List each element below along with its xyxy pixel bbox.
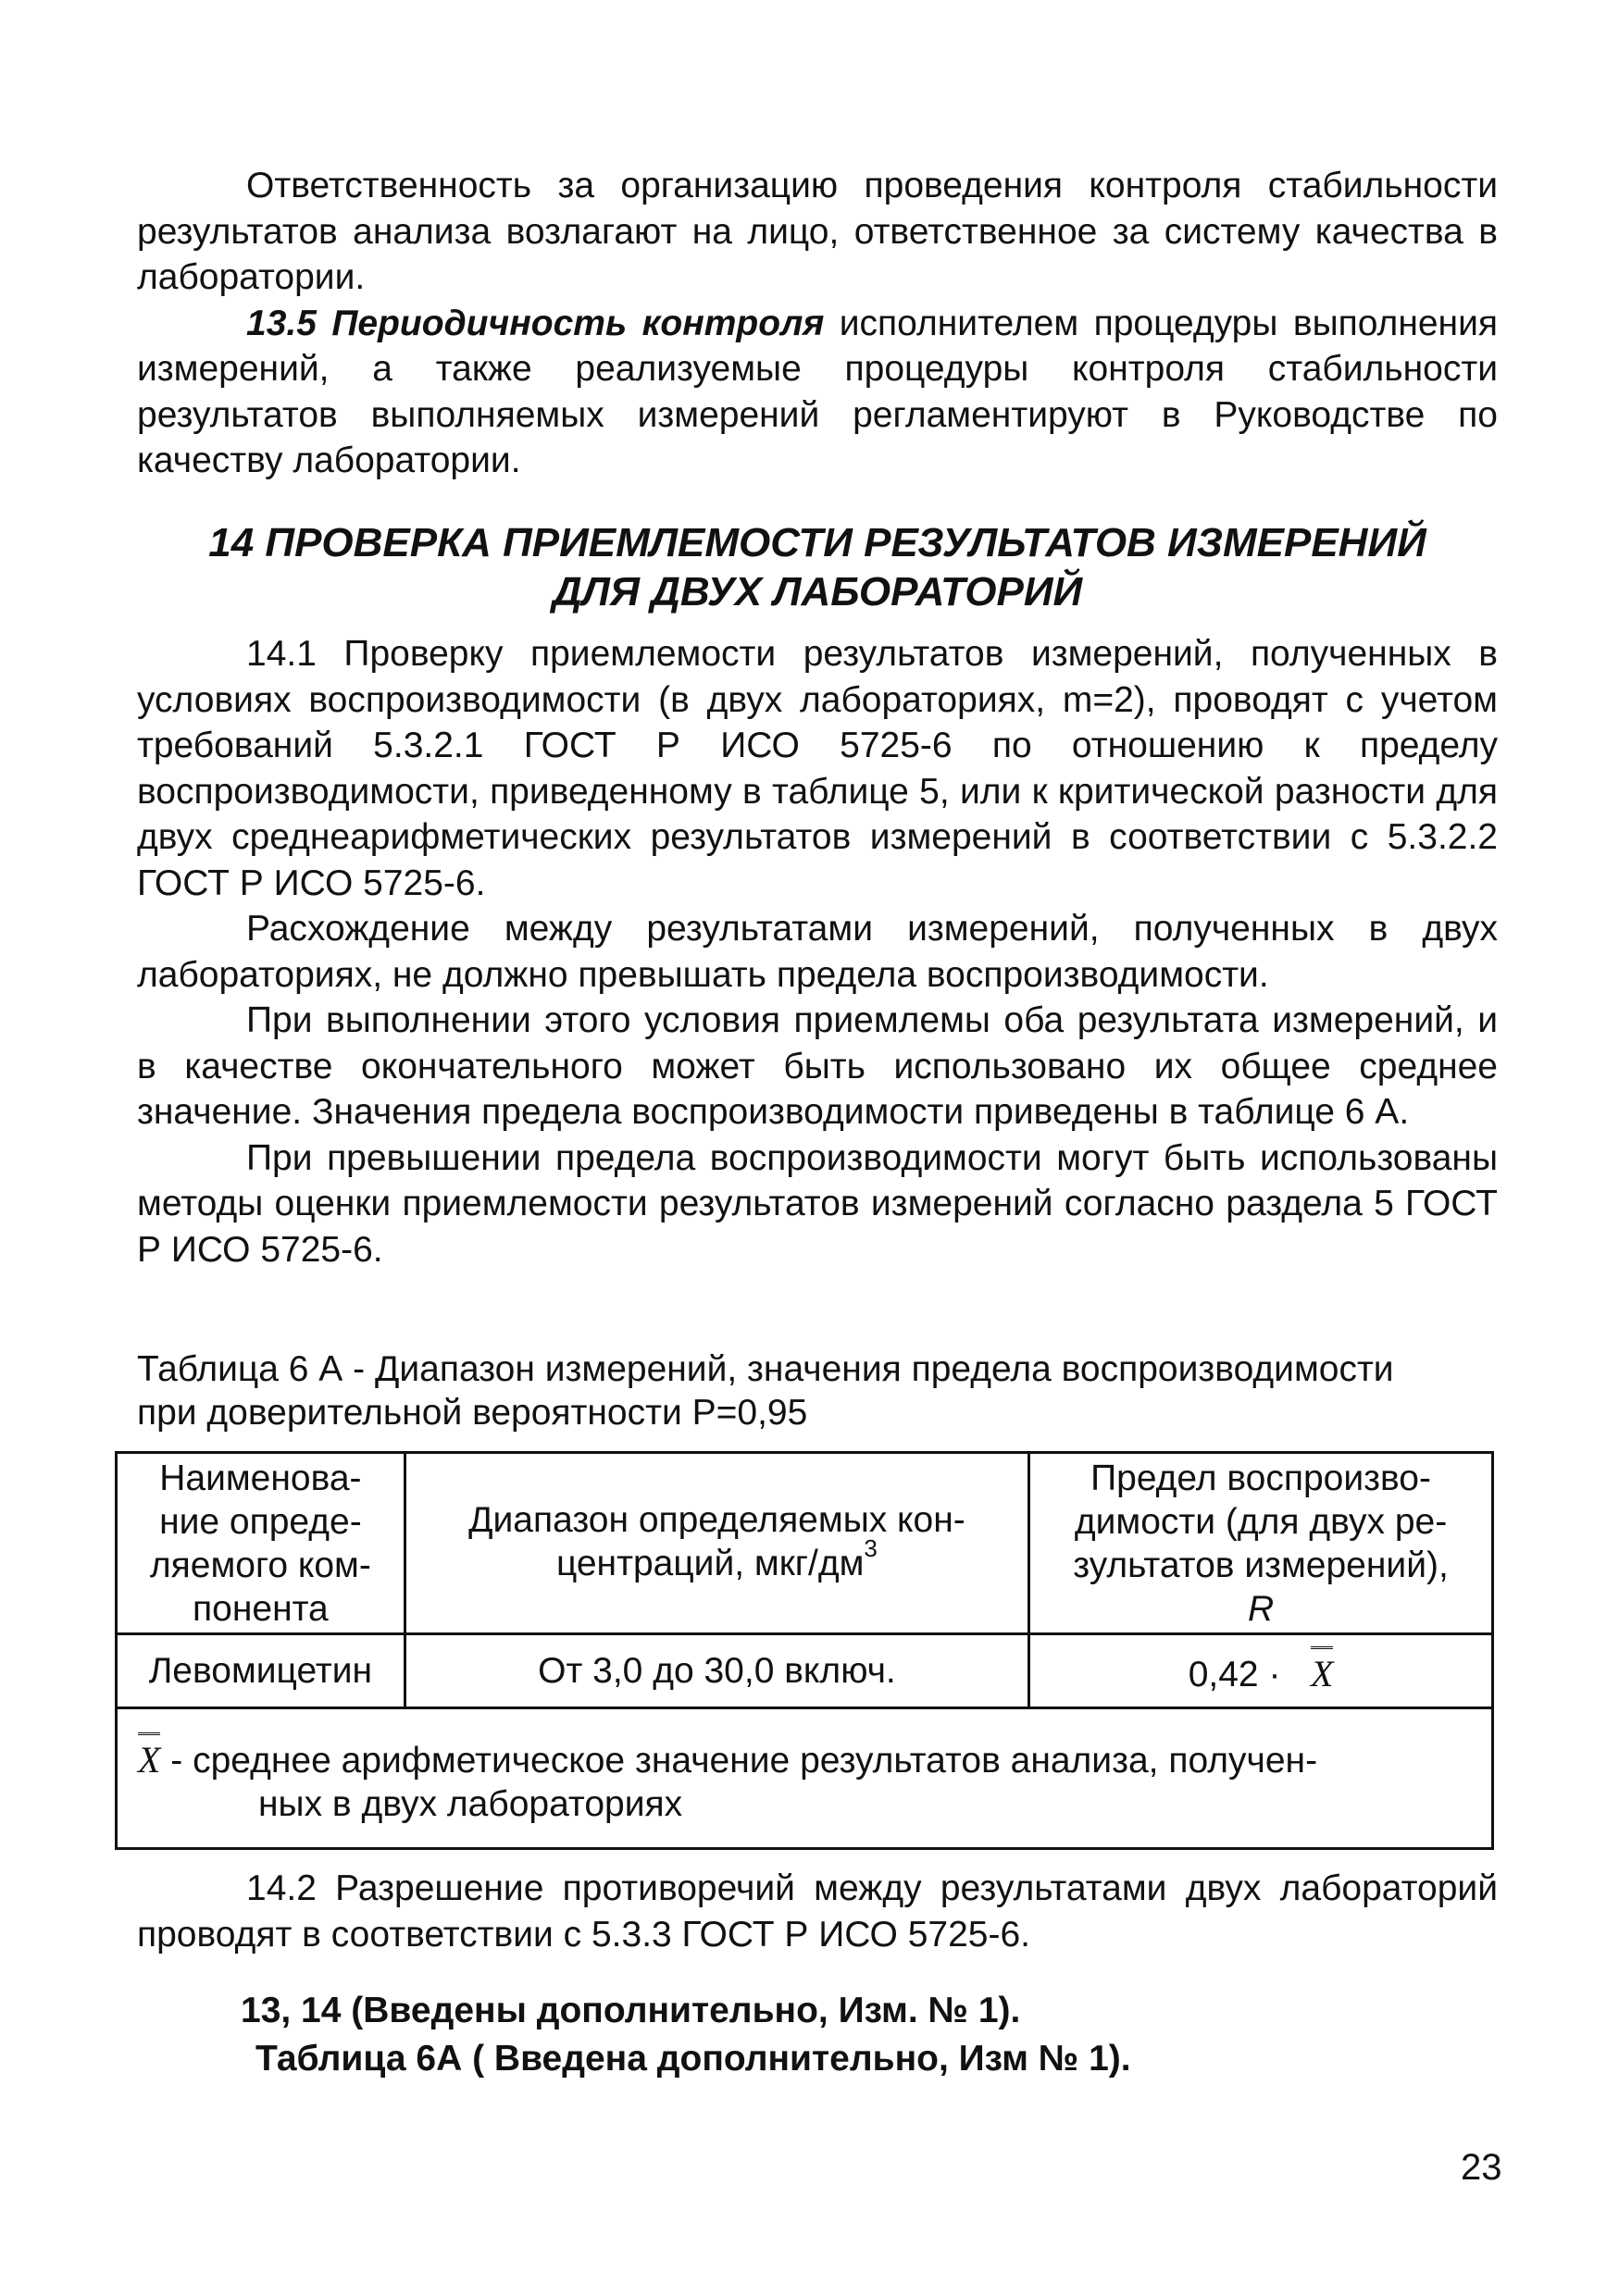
section-14-heading (137, 518, 1498, 616)
header-component: Наименова- ние опреде- ляемого ком- понента (117, 1453, 405, 1634)
reproducibility-table (115, 1451, 1494, 1850)
page-number: 23 (1461, 2147, 1502, 2188)
paragraph-14-2: 14.2 Разрешение противоречий между результатами двух лабораторий проводят в соответствии с 5.3.3 ГОСТ Р ИСО 5725-6. (137, 1868, 1498, 1955)
section-heading-line2: ДЛЯ ДВУХ ЛАБОРАТОРИЙ (552, 569, 1083, 614)
clause-13-5-title: 13.5 Периодичность контроля (246, 303, 825, 343)
table-row (117, 1634, 1493, 1708)
paragraph-acceptance: При выполнении этого условия приемлемы оба результата измерений, и в качестве окончательного может быть использовано их общее среднее значение. Значения предела воспроизводимости приведены в таблице 6 А. (137, 1000, 1498, 1132)
header-range: Диапазон определяемых кон- центраций, мкг/$дм^3$ (405, 1453, 1028, 1634)
cell-limit: 0,42 · X (1029, 1634, 1493, 1708)
x-double-bar-symbol: X (138, 1732, 160, 1778)
paragraph-responsibility: Ответственность за организацию проведения контроля стабильности результатов анализа возлагают на лицо, ответственное за систему качества в лаборатории. (137, 166, 1498, 297)
paragraph-exceeding: При превышении предела воспроизводимости могут быть использованы методы оценки приемлемости результатов измерений согласно раздела 5 ГОСТ Р ИСО 5725-6. (137, 1137, 1498, 1270)
table-caption-line2: при доверительной вероятности P=0,95 (137, 1393, 808, 1433)
note-line1: - среднее арифметическое значение результатов анализа, получен- (160, 1741, 1318, 1781)
intro-text (137, 163, 1498, 484)
amendment-note-2: Таблица 6А ( Введена дополнительно, Изм № 1). (255, 2039, 1131, 2079)
table-caption-line1: Таблица 6 А - Диапазон измерений, значения предела воспроизводимости (137, 1349, 1394, 1389)
x-double-bar-symbol: X (1311, 1646, 1333, 1692)
table-note (117, 1708, 1493, 1849)
clause-13-5-text: исполнителем процедуры выполнения измерений, а также реализуемые процедуры контроля стабильности результатов выполняемых измерений регламентируют в Руководстве по качеству лаборатории. (137, 303, 1498, 480)
table-header-row (117, 1453, 1493, 1634)
amendment-note-1: 13, 14 (Введены дополнительно, Изм. № 1). (241, 1991, 1021, 2030)
section-14-body (137, 631, 1498, 1272)
cell-component: Левомицетин (117, 1634, 405, 1708)
note-line2: ных в двух лабораториях (258, 1784, 683, 1824)
paragraph-discrepancy: Расхождение между результатами измерений, полученных в двух лабораториях, не должно превышать предела воспроизводимости. (137, 909, 1498, 995)
cell-range: От 3,0 до 30,0 включ. (405, 1634, 1028, 1708)
section-heading-line1: 14 ПРОВЕРКА ПРИЕМЛЕМОСТИ РЕЗУЛЬТАТОВ ИЗМЕРЕНИЙ (208, 520, 1426, 565)
paragraph-14-1: 14.1 Проверку приемлемости результатов измерений, полученных в условиях воспроизводимости (в двух лабораториях, m=2), проводят с учетом требований 5.3.2.1 ГОСТ Р ИСО 5725-6 по отношению к пределу воспроизводимости, приведенному в таблице 5, или к критической разности для двух среднеарифметических результатов измерений в соответствии с 5.3.2.2 ГОСТ Р ИСО 5725-6. (137, 634, 1498, 903)
table-note-row (117, 1708, 1493, 1849)
clause-14-2 (137, 1866, 1498, 1957)
header-limit: Предел воспроизво- димости (для двух ре- зультатов измерений), R (1029, 1453, 1493, 1634)
paragraph-13-5 (137, 301, 1498, 484)
table-caption (137, 1347, 1498, 1434)
superscript-3: 3 (864, 1533, 878, 1562)
